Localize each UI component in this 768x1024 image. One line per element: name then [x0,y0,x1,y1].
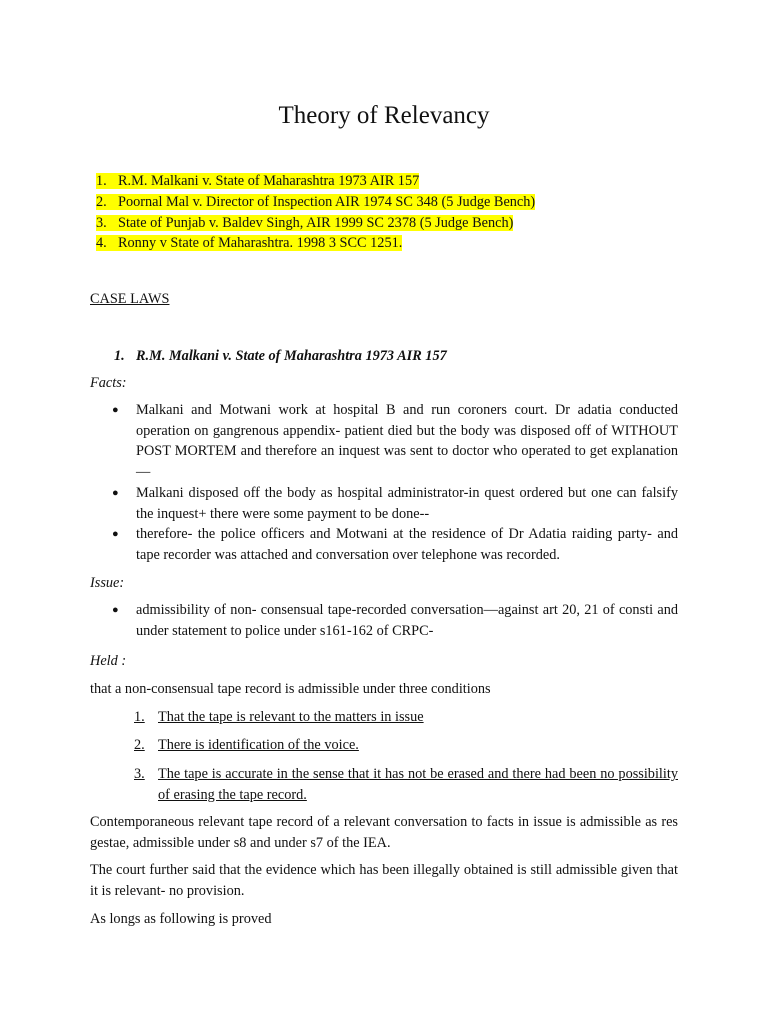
case-list [96,171,535,254]
condition-text: That the tape is relevant to the matters in issue [158,709,424,725]
facts-item [110,400,678,483]
issue-item [110,600,678,641]
condition-number: 1. [134,709,145,725]
case-list-item [96,192,535,213]
case-list-item [96,171,535,192]
case-list-text: State of Punjab v. Baldev Singh, AIR 1999 SC 2378 (5 Judge Bench) [118,214,514,231]
facts-item-text: Malkani disposed off the body as hospital administrator-in quest ordered but one can falsify the inquest+ there were some payment to be done-- [136,484,678,522]
condition-text: The tape is accurate in the sense that it has not be erased and there had been no possibility of erasing the tape record. [158,766,678,803]
facts-item [110,483,678,524]
case-list-item [96,233,535,254]
condition-item [134,735,678,756]
held-intro: that a non-consensual tape record is admissible under three conditions [90,681,491,697]
condition-item [134,707,678,728]
issue-item-text: admissibility of non- consensual tape-recorded conversation—against art 20, 21 of consti and under statement to police under s161-162 of CRPC- [136,602,678,639]
facts-item-text: Malkani and Motwani work at hospital B and run coroners court. Dr adatia conducted operation on gangrenous appendix- patient died but the body was disposed off of WITHOUT POST MORTEM and therefore an inquest was sent to doctor who operated to get explanation— [136,402,678,481]
facts-item-text: therefore- the police officers and Motwani at the residence of Dr Adatia raiding party- and tape recorder was attached and conversation over telephone was recorded. [136,526,678,563]
section-heading: CASE LAWS [90,291,170,307]
condition-item [134,764,678,805]
condition-number: 3. [134,766,145,782]
bullet-icon: ● [112,404,119,416]
case-list-number: 2. [96,193,107,210]
case-list-text: Ronny v State of Maharashtra. 1998 3 SCC 1251. [118,235,403,252]
bullet-icon: ● [112,486,119,499]
case-list-number: 4. [96,235,107,252]
facts-item [110,524,678,565]
case-list-number: 3. [96,214,107,231]
bullet-icon: ● [112,528,119,541]
held-label: Held : [90,653,127,669]
case-list-item [96,213,535,234]
paragraph: As longs as following is proved [90,911,272,927]
document-title: Theory of Relevancy [278,102,490,129]
facts-label: Facts: [90,375,127,391]
condition-number: 2. [134,737,145,753]
case-heading-number: 1. [114,348,125,364]
case-heading [114,346,447,366]
bullet-icon: ● [112,604,119,616]
condition-text: There is identification of the voice. [158,737,359,753]
paragraph: Contemporaneous relevant tape record of a relevant conversation to facts in issue is admissible as res gestae, admissible under s8 and under s7 of the IEA. [90,814,678,851]
case-list-text: Poornal Mal v. Director of Inspection AIR 1974 SC 348 (5 Judge Bench) [118,193,536,210]
paragraph: The court further said that the evidence which has been illegally obtained is still admissible given that it is relevant- no provision. [90,862,678,899]
issue-list [110,600,678,641]
case-heading-text: R.M. Malkani v. State of Maharashtra 1973 AIR 157 [136,348,447,364]
case-list-number: 1. [96,173,107,189]
facts-list [110,400,678,566]
issue-label: Issue: [90,575,125,591]
case-list-text: R.M. Malkani v. State of Maharashtra 1973 AIR 157 [118,173,420,189]
